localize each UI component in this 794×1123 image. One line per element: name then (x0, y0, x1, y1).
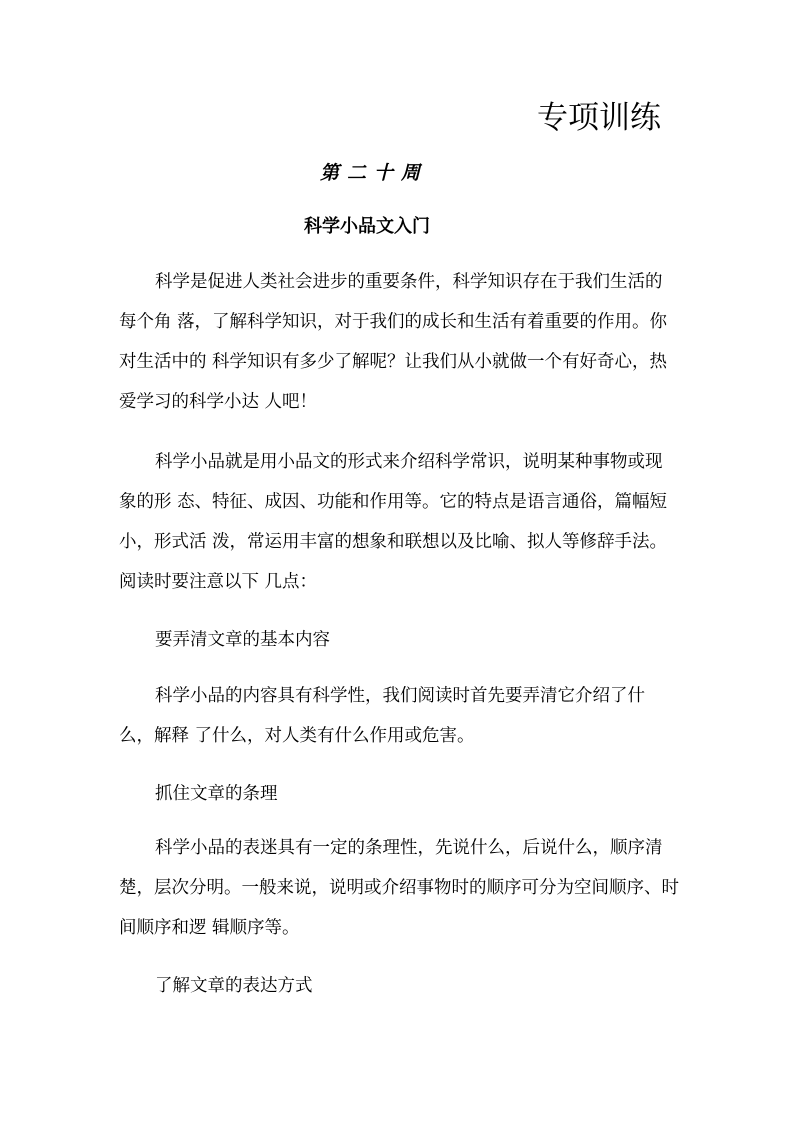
subtitle: 科学小品文入门 (304, 216, 430, 237)
intro-paragraph: 科学是促进人类社会进步的重要条件，科学知识存在于我们生活的每个角 落，了解科学知识，对于我们的成长和生活有着重要的作用。你对生活中的 科学知识有多少了解呢？让我们从小就做一个有好奇心，热爱学习的科学小达 人吧！ (119, 272, 668, 412)
definition-paragraph: 科学小品就是用小品文的形式来介绍科学常识，说明某种事物或现象的形 态、特征、成因、功能和作用等。它的特点是语言通俗，篇幅短小，形式活 泼，常运用丰富的想象和联想以及比喻、拟人等修辞手法。阅读时要注意以下 几点： (119, 452, 668, 592)
structure-paragraph: 科学小品的表迷具有一定的条理性，先说什么，后说什么，顺序清楚，层次分明。一般来说，说明或介绍事物时的顺序可分为空间顺序、时间顺序和逻 辑顺序等。 (119, 838, 679, 938)
content-paragraph: 科学小品的内容具有科学性，我们阅读时首先要弄清它介绍了什么，解释 了什么，对人类有什么作用或危害。 (119, 686, 645, 746)
heading-expression: 了解文章的表达方式 (155, 976, 313, 996)
week-label: 第二十周 (320, 162, 429, 184)
heading-basic-content: 要弄清文章的基本内容 (155, 630, 330, 650)
header-title: 专项训练 (537, 100, 661, 136)
heading-structure: 抓住文章的条理 (155, 784, 278, 804)
